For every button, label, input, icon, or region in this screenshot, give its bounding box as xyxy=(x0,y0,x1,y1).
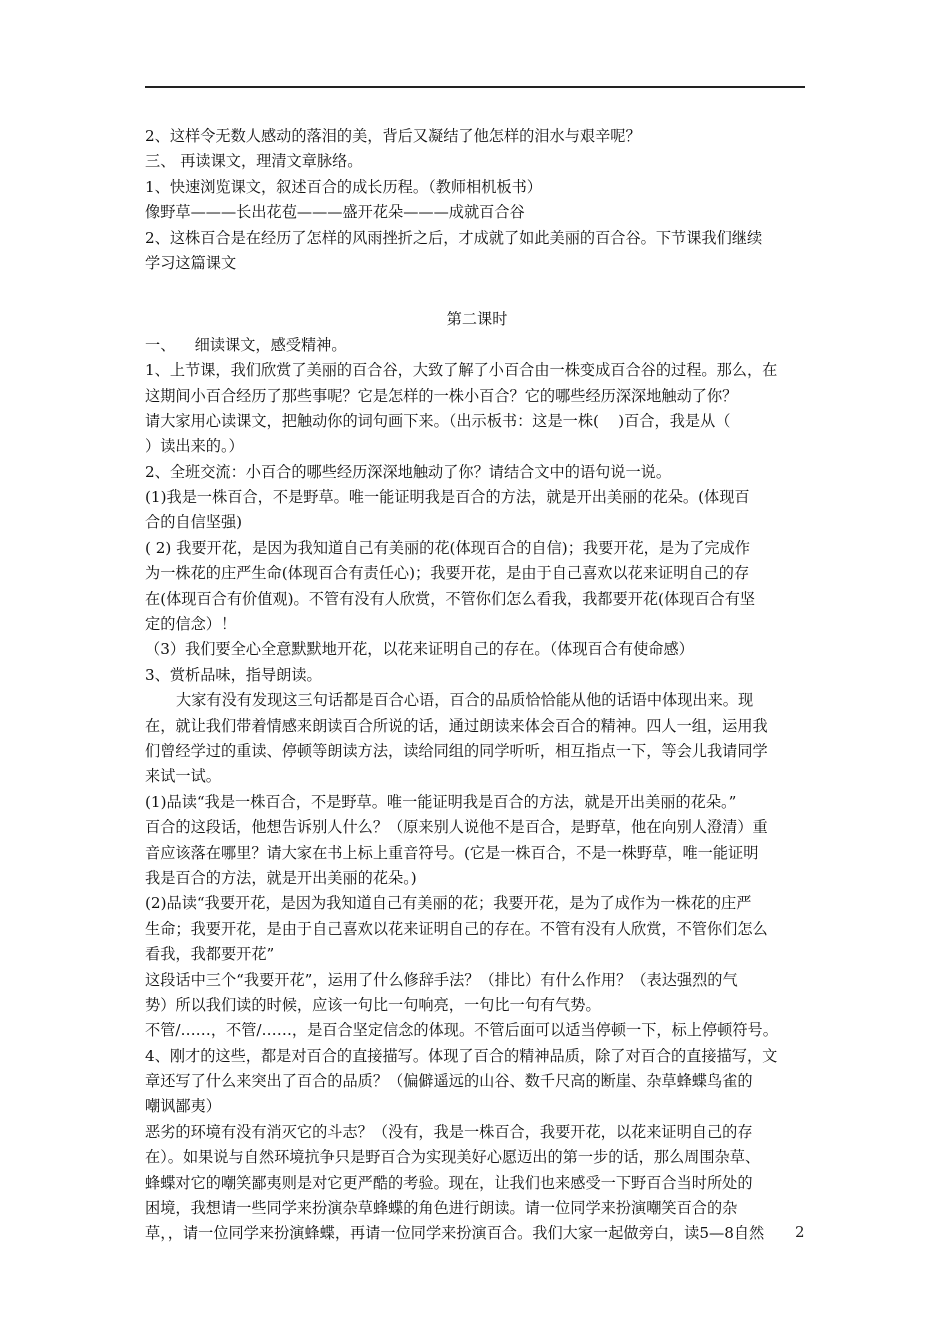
text-line: (1)品读“我是一株百合，不是野草。唯一能证明我是百合的方法，就是开出美丽的花朵。” xyxy=(145,792,737,811)
text-line: 看我，我都要开花” xyxy=(145,945,275,964)
text-line: 来试一试。 xyxy=(145,767,221,786)
text-line: 为一株花的庄严生命(体现百合有责任心)；我要开花，是由于自己喜欢以花来证明自己的存 xyxy=(145,564,750,583)
text-line: 我是百合的方法，就是开出美丽的花朵。) xyxy=(145,868,417,887)
text-line: 音应该落在哪里？请大家在书上标上重音符号。(它是一株百合，不是一株野草，唯一能证明 xyxy=(145,843,759,862)
paragraph-gap xyxy=(145,276,809,307)
text-line: ( 2) 我要开花，是因为我知道自己有美丽的花(体现百合的自信)；我要开花，是为了完成作 xyxy=(145,538,750,557)
text-line: 大家有没有发现这三句话都是百合心语，百合的品质恰恰能从他的话语中体现出来。现 xyxy=(176,691,754,710)
text-line: 百合的这段话，他想告诉别人什么？（原来别人说他不是百合，是野草，他在向别人澄清）重 xyxy=(145,818,768,837)
section-heading: 三、 再读课文，理清文章脉络。 xyxy=(145,152,363,171)
text-line: (1)我是一株百合，不是野草。唯一能证明我是百合的方法，就是开出美丽的花朵。(体现百 xyxy=(145,488,750,507)
document-body xyxy=(145,124,809,1247)
header-rule xyxy=(145,86,805,88)
text-line: 请大家用心读课文，把触动你的词句画下来。（出示板书：这是一株( )百合，我是从（ xyxy=(145,411,731,430)
text-line: 在）。如果说与自然环境抗争只是野百合为实现美好心愿迈出的第一步的话，那么周围杂草、 xyxy=(145,1148,761,1167)
section-heading: 一、 细读课文，感受精神。 xyxy=(145,335,347,354)
text-line: 像野草———长出花苞———盛开花朵———成就百合谷 xyxy=(145,203,525,222)
text-line: 2、这株百合是在经历了怎样的风雨挫折之后，才成就了如此美丽的百合谷。下节课我们继续 xyxy=(145,228,763,247)
text-line: 3、赏析品味，指导朗读。 xyxy=(145,665,322,684)
text-line: 学习这篇课文 xyxy=(145,253,237,272)
text-line: 们曾经学过的重读、停顿等朗读方法，读给同组的同学听听，相互指点一下，等会儿我请同学 xyxy=(145,741,768,760)
text-line: 嘲讽鄙夷） xyxy=(145,1097,221,1116)
text-line: 2、这样令无数人感动的落泪的美，背后又凝结了他怎样的泪水与艰辛呢？ xyxy=(145,127,641,145)
text-line: 章还写了什么来突出了百合的品质？（偏僻遥远的山谷、数千尺高的断崖、杂草蜂蝶鸟雀的 xyxy=(145,1072,753,1091)
text-line: 草，，请一位同学来扮演蜂蝶，再请一位同学来扮演百合。我们大家一起做旁白，读5—8自然 xyxy=(145,1224,765,1243)
text-line: 1、快速浏览课文，叙述百合的成长历程。（教师相机板书） xyxy=(145,177,542,196)
text-line: 恶劣的环境有没有消灭它的斗志？（没有，我是一株百合，我要开花，以花来证明自己的存 xyxy=(145,1122,753,1141)
text-line: 4、刚才的这些，都是对百合的直接描写。体现了百合的精神品质，除了对百合的直接描写，文 xyxy=(145,1046,778,1065)
text-line: 不管/……，不管/……，是百合坚定信念的体现。不管后面可以适当停顿一下，标上停顿符号。 xyxy=(145,1021,778,1040)
text-line: ）读出来的。） xyxy=(145,437,244,456)
text-line: 定的信念）！ xyxy=(145,615,237,634)
text-line: 在(体现百合有价值观)。不管有没有人欣赏，不管你们怎么看我，我都要开花(体现百合有坚 xyxy=(145,589,756,608)
text-line: 合的自信坚强) xyxy=(145,513,243,532)
text-line: 1、上节课，我们欣赏了美丽的百合谷，大致了解了小百合由一株变成百合谷的过程。那么，在 xyxy=(145,361,778,380)
lesson-title: 第二课时 xyxy=(446,310,508,329)
text-line: （3）我们要全心全意默默地开花，以花来证明自己的存在。（体现百合有使命感） xyxy=(145,640,694,659)
text-line: 势）所以我们读的时候，应该一句比一句响亮，一句比一句有气势。 xyxy=(145,995,601,1014)
text-line: 在，就让我们带着情感来朗读百合所说的话，通过朗读来体会百合的精神。四人一组，运用我 xyxy=(145,716,768,735)
text-line: 生命；我要开花，是由于自己喜欢以花来证明自己的存在。不管有没有人欣赏，不管你们怎么 xyxy=(145,919,768,938)
text-line: (2)品读“我要开花，是因为我知道自己有美丽的花；我要开花，是为了成作为一株花的庄严 xyxy=(145,894,752,913)
text-line: 困境，我想请一些同学来扮演杂草蜂蝶的角色进行朗读。请一位同学来扮演嘲笑百合的杂 xyxy=(145,1199,738,1218)
text-line: 蜂蝶对它的嘲笑鄙夷则是对它更严酷的考验。现在，让我们也来感受一下野百合当时所处的 xyxy=(145,1173,753,1192)
text-line: 这期间小百合经历了那些事呢？它是怎样的一株小百合？它的哪些经历深深地触动了你？ xyxy=(145,386,738,405)
text-line: 2、全班交流：小百合的哪些经历深深地触动了你？请结合文中的语句说一说。 xyxy=(145,462,672,481)
page-number: 2 xyxy=(795,1223,805,1241)
text-line: 这段话中三个“我要开花”，运用了什么修辞手法？（排比）有什么作用？（表达强烈的气 xyxy=(145,970,738,989)
